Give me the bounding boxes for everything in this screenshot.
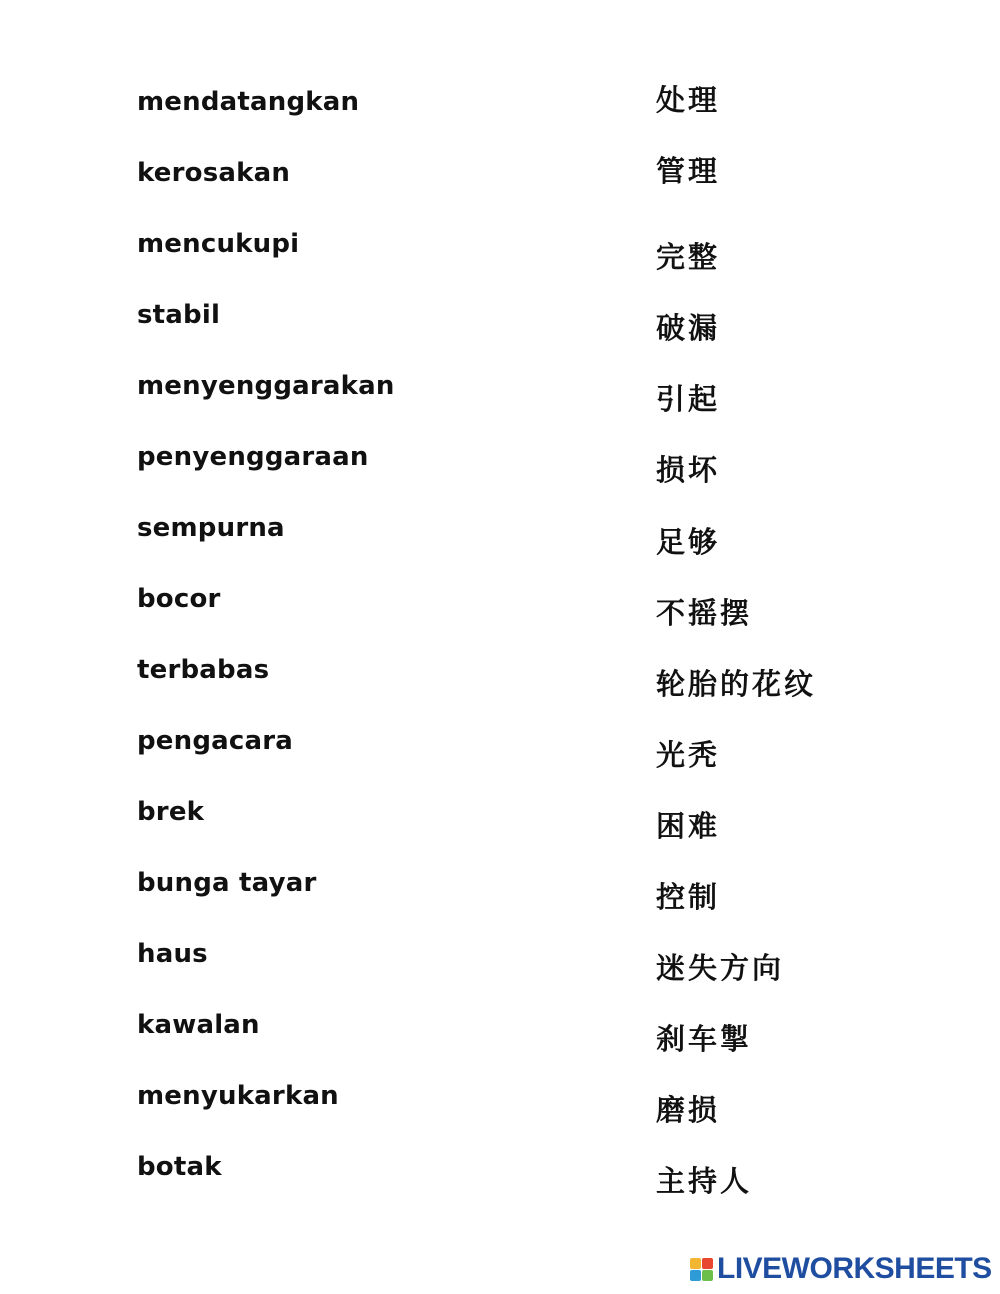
malay-word[interactable]: bocor	[137, 584, 221, 614]
malay-word[interactable]: kerosakan	[137, 158, 291, 188]
malay-word[interactable]: terbabas	[137, 655, 270, 685]
malay-word[interactable]: mendatangkan	[137, 87, 360, 117]
malay-word[interactable]: sempurna	[137, 513, 285, 543]
chinese-word[interactable]: 不摇摆	[656, 596, 753, 630]
logo-square	[702, 1258, 713, 1269]
malay-word[interactable]: bunga tayar	[137, 868, 317, 898]
chinese-word[interactable]: 破漏	[656, 311, 721, 345]
logo-square	[702, 1270, 713, 1281]
liveworksheets-branding	[690, 1251, 990, 1287]
malay-word[interactable]: menyukarkan	[137, 1081, 339, 1111]
chinese-word[interactable]: 轮胎的花纹	[656, 667, 817, 701]
chinese-word[interactable]: 足够	[656, 525, 721, 559]
chinese-word[interactable]: 迷失方向	[656, 951, 785, 985]
malay-word[interactable]: kawalan	[137, 1010, 260, 1040]
malay-word[interactable]: penyenggaraan	[137, 442, 369, 472]
chinese-word[interactable]: 光秃	[656, 738, 721, 772]
chinese-word[interactable]: 损坏	[656, 453, 721, 487]
chinese-word[interactable]: 处理	[656, 83, 721, 117]
malay-word[interactable]: brek	[137, 797, 205, 827]
malay-word[interactable]: botak	[137, 1152, 222, 1182]
chinese-word[interactable]: 刹车掣	[656, 1022, 753, 1056]
malay-word[interactable]: menyenggarakan	[137, 371, 395, 401]
malay-word[interactable]: mencukupi	[137, 229, 300, 259]
chinese-word[interactable]: 主持人	[656, 1164, 753, 1198]
chinese-word[interactable]: 控制	[656, 880, 721, 914]
liveworksheets-logo-icon	[690, 1258, 713, 1281]
chinese-word[interactable]: 引起	[656, 382, 721, 416]
chinese-word[interactable]: 困难	[656, 809, 721, 843]
brand-name: LIVEWORKSHEETS	[717, 1252, 992, 1285]
malay-word[interactable]: stabil	[137, 300, 221, 330]
malay-word[interactable]: haus	[137, 939, 208, 969]
chinese-word[interactable]: 完整	[656, 240, 721, 274]
logo-square	[690, 1270, 701, 1281]
chinese-word[interactable]: 磨损	[656, 1093, 721, 1127]
logo-square	[690, 1258, 701, 1269]
malay-word[interactable]: pengacara	[137, 726, 294, 756]
chinese-word[interactable]: 管理	[656, 154, 721, 188]
